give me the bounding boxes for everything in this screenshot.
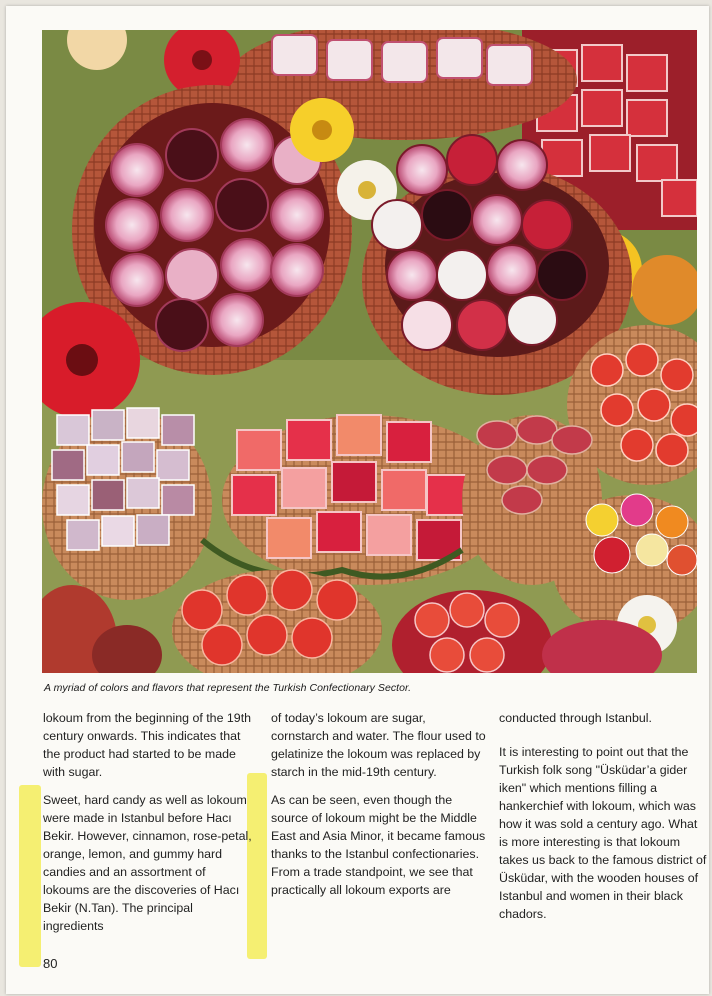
photo-caption: A myriad of colors and flavors that represent the Turkish Confectionary Sector. — [44, 682, 412, 694]
paragraph: conducted through Istanbul. — [499, 711, 652, 725]
paragraph: lokoum from the beginning of the 19th century onwards. This indicates that the product had started to be made with sugar. — [43, 711, 252, 779]
highlighter-mark — [19, 785, 41, 967]
paragraph: of today’s lokoum are sugar, cornstarch and water. The flour used to gelatinize the lokoum was replaced by starch in the mid-19th century. — [271, 711, 486, 779]
paragraph: As can be seen, even though the source of lokoum might be the Middle East and Asia Minor, it became famous thanks to the Istanbul confectionaries. From a trade standpoint, we see that practically all lokoum exports are — [271, 793, 486, 897]
page-number: 80 — [43, 956, 58, 971]
text-column-2 — [271, 709, 486, 909]
paragraph: Sweet, hard candy as well as lokoum were made in Istanbul before Hacı Bekir. However, cinnamon, rose-petal, orange, lemon, and gummy hard candies and an assortment of lokoums are the discoveries of Hacı Bekir (N.Tan). The principal ingredients — [43, 793, 252, 933]
paragraph: It is interesting to point out that the Turkish folk song "Üsküdar’a gider iken" which mentions filling a hankerchief with lokoum, which was how it was sold a century ago. What is more interesting is that lokoum takes us back to the famous district of Üsküdar, with the wooden houses of Istanbul and women in their black chadors. — [499, 745, 707, 921]
text-column-3 — [499, 709, 709, 933]
text-column-1 — [43, 709, 253, 945]
turkish-delight-photo — [42, 30, 697, 673]
